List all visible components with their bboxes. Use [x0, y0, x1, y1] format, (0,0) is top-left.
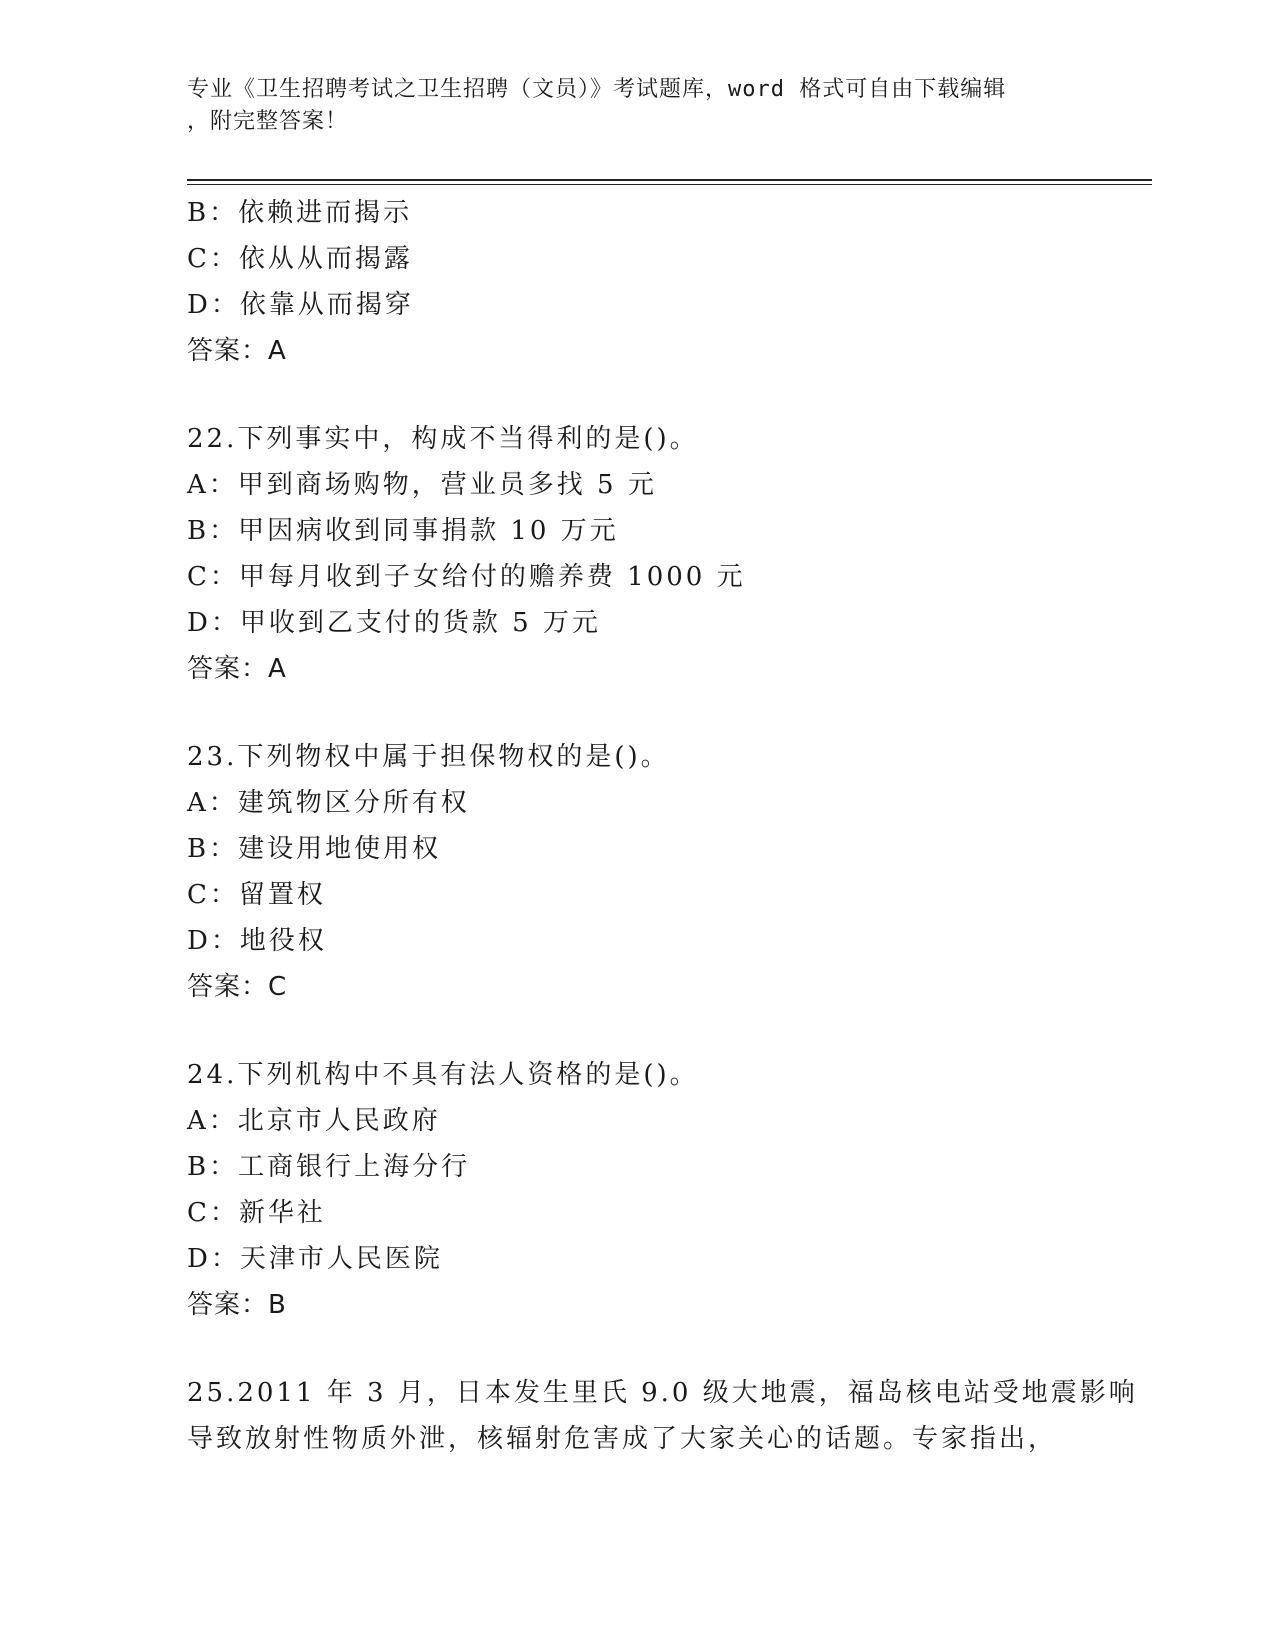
- option-b: B：依赖进而揭示: [187, 198, 413, 228]
- header-line-1: 专业《卫生招聘考试之卫生招聘（文员）》考试题库，word 格式可自由下载编辑: [187, 77, 1007, 102]
- question-24-block: [187, 1052, 1087, 1328]
- option-d: D：甲收到乙支付的货款 5 万元: [187, 608, 601, 638]
- option-d: D：地役权: [187, 926, 327, 956]
- option-d: D：依靠从而揭穿: [187, 290, 414, 320]
- question-22-block: [187, 416, 1087, 692]
- option-c: C：依从从而揭露: [187, 244, 413, 274]
- answer-label: 答案：A: [187, 336, 287, 366]
- question-stem-line-2: 导致放射性物质外泄，核辐射危害成了大家关心的话题。专家指出，: [187, 1424, 1058, 1454]
- header-divider-thin: [187, 184, 1152, 185]
- question-stem: 23.下列物权中属于担保物权的是()。: [187, 742, 670, 772]
- prev-question-block: [187, 190, 1087, 374]
- option-c: C：新华社: [187, 1198, 326, 1228]
- option-b: B：建设用地使用权: [187, 834, 442, 864]
- option-c: C：甲每月收到子女给付的赡养费 1000 元: [187, 562, 746, 592]
- question-stem: 24.下列机构中不具有法人资格的是()。: [187, 1060, 699, 1090]
- question-stem: 22.下列事实中，构成不当得利的是()。: [187, 424, 699, 454]
- answer-label: 答案：C: [187, 972, 288, 1002]
- question-stem-line-1: 25.2011 年 3 月，日本发生里氏 9.0 级大地震，福岛核电站受地震影响: [187, 1378, 1138, 1408]
- option-d: D：天津市人民医院: [187, 1244, 443, 1274]
- header-divider-thick: [187, 179, 1152, 181]
- answer-label: 答案：B: [187, 1290, 287, 1320]
- header-line-2: ，附完整答案！: [187, 109, 349, 134]
- question-25-block: [187, 1370, 1138, 1462]
- option-a: A：建筑物区分所有权: [187, 788, 470, 818]
- answer-label: 答案：A: [187, 654, 287, 684]
- option-b: B：甲因病收到同事捐款 10 万元: [187, 516, 619, 546]
- option-a: A：甲到商场购物，营业员多找 5 元: [187, 470, 657, 500]
- document-header: [187, 74, 1087, 138]
- option-b: B：工商银行上海分行: [187, 1152, 471, 1182]
- question-content: [187, 190, 1138, 1462]
- option-a: A：北京市人民政府: [187, 1106, 441, 1136]
- question-23-block: [187, 734, 1087, 1010]
- option-c: C：留置权: [187, 880, 326, 910]
